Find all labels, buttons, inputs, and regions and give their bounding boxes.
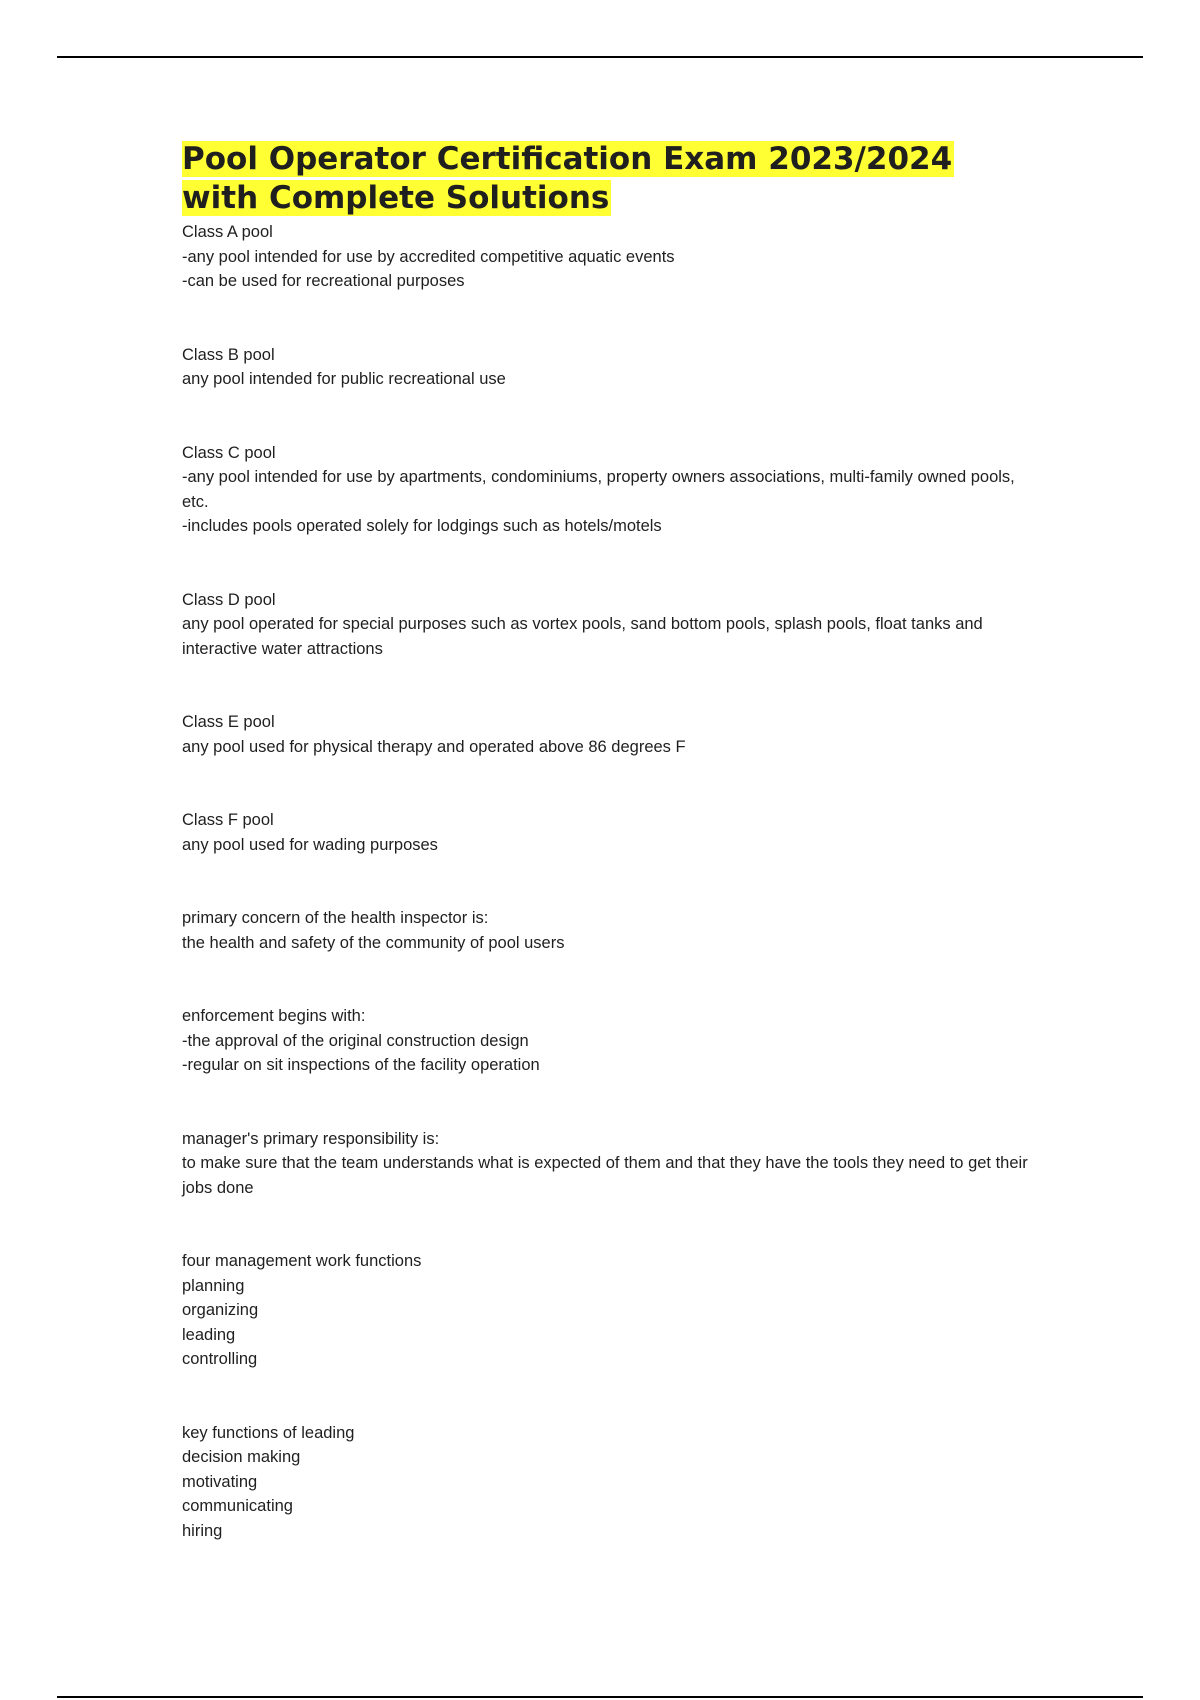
entry-line: -includes pools operated solely for lodgings such as hotels/motels bbox=[182, 517, 662, 535]
entry-line: -can be used for recreational purposes bbox=[182, 272, 465, 290]
entry-health-inspector bbox=[182, 906, 1042, 955]
entry-class-c bbox=[182, 441, 1042, 539]
entry-term: primary concern of the health inspector is: bbox=[182, 909, 489, 927]
entry-manager-responsibility bbox=[182, 1127, 1042, 1201]
entry-term: manager's primary responsibility is: bbox=[182, 1129, 440, 1148]
entry-line: planning bbox=[182, 1276, 245, 1295]
entry-line: communicating bbox=[182, 1497, 293, 1515]
title-line-2: with Complete Solutions bbox=[182, 180, 610, 216]
entry-management-functions bbox=[182, 1249, 1042, 1372]
entry-class-e bbox=[182, 710, 1042, 759]
entry-line: any pool used for physical therapy and operated above 86 degrees F bbox=[182, 737, 686, 756]
entry-class-a bbox=[182, 220, 1042, 294]
entry-line: -regular on sit inspections of the facility operation bbox=[182, 1056, 540, 1074]
entry-class-f bbox=[182, 808, 1042, 857]
entry-line: -the approval of the original construction design bbox=[182, 1031, 529, 1050]
entry-line: the health and safety of the community of pool users bbox=[182, 933, 565, 952]
entry-line: any pool intended for public recreational use bbox=[182, 370, 506, 388]
entry-leading-functions bbox=[182, 1421, 1042, 1544]
entry-line: controlling bbox=[182, 1350, 258, 1368]
entry-line: to make sure that the team understands what is expected of them and that they have the tools they need to get their jobs done bbox=[182, 1154, 1033, 1197]
entry-line: -any pool intended for use by apartments, condominiums, property owners associations, multi-family owned pools, etc. bbox=[182, 468, 1020, 511]
footer-rule bbox=[57, 1696, 1143, 1698]
entry-line: -any pool intended for use by accredited competitive aquatic events bbox=[182, 247, 675, 266]
document-body bbox=[182, 140, 1042, 1543]
entry-term: Class B pool bbox=[182, 345, 275, 364]
entry-line: motivating bbox=[182, 1472, 258, 1491]
entry-line: any pool used for wading purposes bbox=[182, 835, 438, 854]
entry-class-b bbox=[182, 343, 1042, 392]
entry-line: hiring bbox=[182, 1521, 223, 1540]
entry-term: Class C pool bbox=[182, 443, 276, 462]
header-rule bbox=[57, 56, 1143, 58]
entry-class-d bbox=[182, 588, 1042, 662]
entry-term: Class D pool bbox=[182, 590, 276, 609]
title-line-1: Pool Operator Certification Exam 2023/2024 bbox=[182, 141, 953, 177]
entry-term: enforcement begins with: bbox=[182, 1007, 366, 1025]
entry-term: Class E pool bbox=[182, 713, 275, 731]
entry-line: decision making bbox=[182, 1448, 301, 1466]
entry-term: Class A pool bbox=[182, 223, 273, 241]
entry-term: four management work functions bbox=[182, 1252, 422, 1270]
entry-enforcement bbox=[182, 1004, 1042, 1078]
entry-line: organizing bbox=[182, 1301, 259, 1319]
document-title bbox=[182, 140, 1042, 218]
entry-term: Class F pool bbox=[182, 811, 274, 829]
entry-term: key functions of leading bbox=[182, 1423, 355, 1442]
entry-line: leading bbox=[182, 1325, 236, 1344]
entry-line: any pool operated for special purposes such as vortex pools, sand bottom pools, splash pools, float tanks and interactive water attractions bbox=[182, 615, 988, 658]
